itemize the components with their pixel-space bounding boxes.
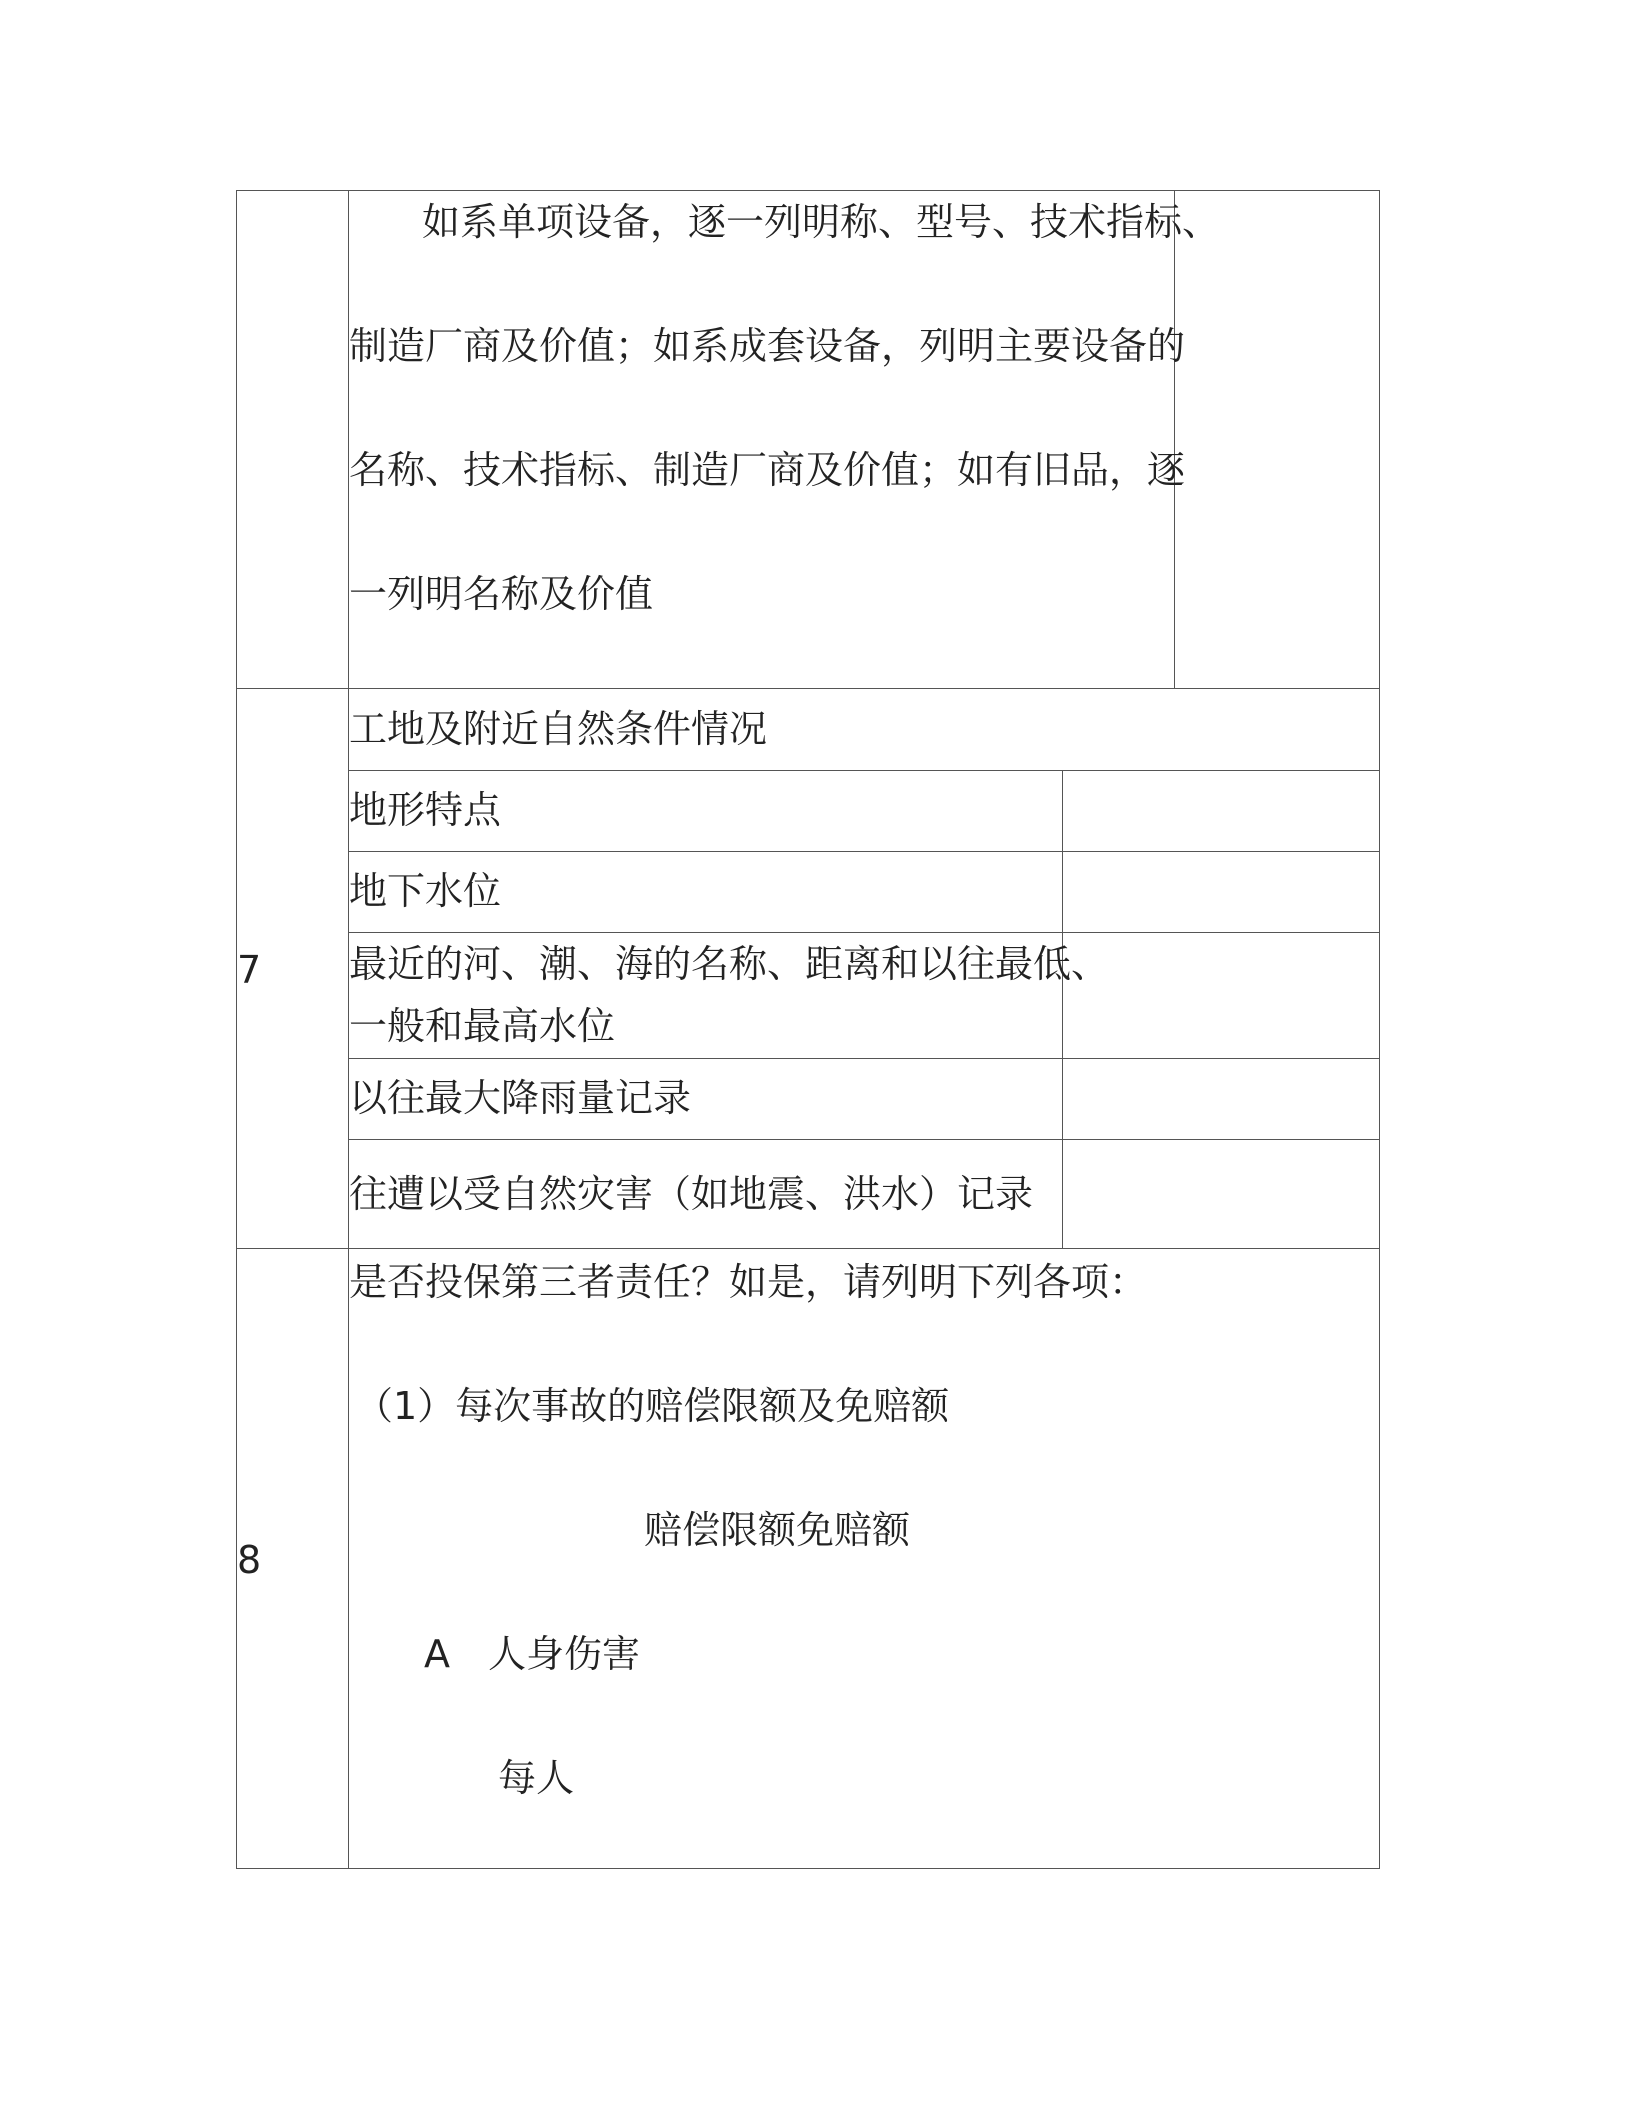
third-party-liability-question: 是否投保第三者责任？如是，请列明下列各项： — [349, 1260, 1148, 1304]
table-rule-row7-top — [236, 688, 1380, 689]
row-number-7: 7 — [237, 948, 262, 992]
row-number-8: 8 — [237, 1538, 262, 1582]
per-person-label: 每人 — [498, 1756, 575, 1800]
equipment-description-line-2: 制造厂商及价值；如系成套设备，列明主要设备的 — [349, 324, 1186, 368]
table-rule-terrain-bottom — [348, 851, 1380, 852]
equipment-description-line-1: 如系单项设备，逐一列明称、型号、技术指标、 — [422, 200, 1221, 244]
natural-conditions-heading: 工地及附近自然条件情况 — [349, 707, 768, 751]
table-rule-heading-bottom — [348, 770, 1380, 771]
table-rule-row6-value-column — [1174, 190, 1175, 688]
table-border-bottom — [236, 1868, 1380, 1869]
table-border-right — [1379, 190, 1380, 1869]
table-border-left — [236, 190, 237, 1869]
table-rule-groundwater-bottom — [348, 932, 1380, 933]
groundwater-label: 地下水位 — [349, 869, 502, 913]
sub-item-a-label: 人身伤害 — [488, 1632, 641, 1676]
natural-disaster-record-label: 往遭以受自然灾害（如地震、洪水）记录 — [349, 1172, 1034, 1216]
sub-item-a-letter: A — [424, 1632, 450, 1676]
table-rule-row8-top — [236, 1248, 1380, 1249]
equipment-description-line-4: 一列明名称及价值 — [349, 572, 654, 616]
table-rule-row7-value-column — [1062, 770, 1063, 1248]
per-accident-limit-item: （1）每次事故的赔偿限额及免赔额 — [355, 1384, 950, 1428]
equipment-description-line-3: 名称、技术指标、制造厂商及价值；如有旧品，逐 — [349, 448, 1186, 492]
water-bodies-label-line-1: 最近的河、潮、海的名称、距离和以往最低、 — [349, 942, 1110, 986]
limit-deductible-header: 赔偿限额免赔额 — [644, 1508, 911, 1552]
rainfall-record-label: 以往最大降雨量记录 — [349, 1076, 692, 1120]
table-rule-rainfall-bottom — [348, 1139, 1380, 1140]
water-bodies-label-line-2: 一般和最高水位 — [349, 1004, 616, 1048]
table-rule-water-bottom — [348, 1058, 1380, 1059]
table-border-top — [236, 190, 1380, 191]
terrain-label: 地形特点 — [349, 788, 502, 832]
